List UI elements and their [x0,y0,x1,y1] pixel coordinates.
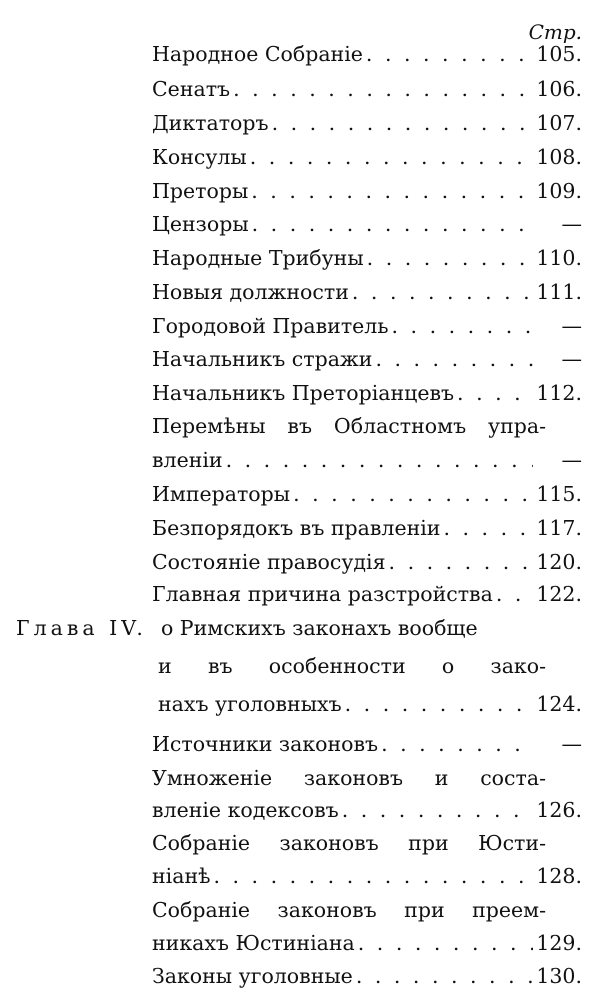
toc-entry [152,175,582,207]
toc-entry [152,860,582,892]
toc-entry [152,141,582,173]
entry-title-continuation: вленіи [152,448,223,472]
toc-entry [152,73,582,105]
toc-entry [152,927,582,959]
entry-title: Собраніе законовъ при Юсти- [152,831,546,855]
entry-title: Народное Собраніе [152,42,363,66]
dot-leader [375,343,533,375]
entry-page: 117. [536,516,582,540]
toc-entry [152,242,582,274]
entry-page: 107. [536,111,582,135]
dot-leader [252,208,533,240]
entry-title: Источники законовъ [152,732,379,756]
dot-leader [457,377,533,409]
toc-entry-title-line [152,894,546,926]
toc-entry [152,444,582,476]
toc-entry [152,107,582,139]
entry-page: 112. [536,381,582,405]
entry-title: Городовой Правитель [152,314,389,338]
toc-entry [152,960,582,992]
entry-title: Консулы [152,145,247,169]
entry-page: — [561,347,582,371]
entry-page: 126. [536,798,582,822]
toc-entry [152,377,582,409]
entry-page: — [561,314,582,338]
dot-leader [293,478,533,510]
entry-title: Императоры [152,482,291,506]
toc-entry [152,546,582,578]
entry-title: Начальникъ Преторіанцевъ [152,381,455,405]
toc-entry-title-line [152,762,546,794]
entry-title: Начальникъ стражи [152,347,373,371]
entry-page: 115. [536,482,582,506]
chapter-entry [158,688,582,720]
entry-title: Состояніе правосудія [152,550,386,574]
entry-page: — [561,448,582,472]
entry-page: 111. [536,280,582,304]
dot-leader [366,38,533,70]
dot-leader [389,546,533,578]
entry-title: Цензоры [152,212,249,236]
entry-page: 130. [536,964,582,988]
entry-title: Безпорядокъ въ правленіи [152,516,441,540]
dot-leader [226,444,533,476]
entry-title-continuation: вленіе кодексовъ [152,798,339,822]
chapter-title-continuation: нахъ уголовныхъ [158,692,342,716]
page-column-header: Стр. [528,20,582,44]
dot-leader [272,107,533,139]
entry-page: — [561,732,582,756]
toc-entry [152,276,582,308]
chapter-title-line [158,650,546,682]
dot-leader [213,860,533,892]
dot-leader [381,728,533,760]
toc-entry-title-line [152,410,546,442]
dot-leader [496,578,533,610]
entry-title: Законы уголовные [152,964,353,988]
toc-entry [152,38,582,70]
entry-title-continuation: ніанѣ [152,864,211,888]
entry-page: 129. [536,931,582,955]
dot-leader [342,794,533,826]
entry-title: Народные Трибуны [152,246,364,270]
toc-entry-title-line [152,827,546,859]
entry-title-continuation: никахъ Юстиніана [152,931,355,955]
entry-title: Сенатъ [152,77,231,101]
entry-page: 120. [536,550,582,574]
dot-leader [443,512,533,544]
entry-page: 108. [536,145,582,169]
entry-page: 122. [536,582,582,606]
dot-leader [251,175,533,207]
toc-entry [152,208,582,240]
toc-entry [152,578,582,610]
entry-page: 106. [536,77,582,101]
entry-title: Диктаторъ [152,111,269,135]
entry-title: Умноженіе законовъ и соста- [152,766,546,790]
entry-title: Перемѣны въ Областномъ упра- [152,414,546,438]
dot-leader [392,310,534,342]
toc-entry [152,512,582,544]
chapter-title: о Римскихъ законахъ вообще [160,616,478,640]
entry-title: Главная причина разстройства [152,582,493,606]
entry-title: Новыя должности [152,280,349,304]
toc-entry [152,310,582,342]
entry-title: Преторы [152,179,249,203]
dot-leader [345,688,533,720]
toc-entry [152,478,582,510]
dot-leader [356,960,533,992]
entry-page: 105. [536,42,582,66]
entry-page: 128. [536,864,582,888]
toc-entry [152,794,582,826]
entry-page: 110. [536,246,582,270]
dot-leader [250,141,533,173]
dot-leader [352,276,533,308]
entry-page: — [561,212,582,236]
dot-leader [358,927,533,959]
chapter-label: Глава IV. [16,616,147,640]
entry-page: 109. [536,179,582,203]
toc-entry [152,343,582,375]
chapter-heading [16,612,546,644]
dot-leader [233,73,533,105]
chapter-page: 124. [536,692,582,716]
entry-title: Собраніе законовъ при преем- [152,898,546,922]
chapter-title-continuation: и въ особенности о зако- [158,654,546,678]
dot-leader [367,242,533,274]
toc-entry [152,728,582,760]
